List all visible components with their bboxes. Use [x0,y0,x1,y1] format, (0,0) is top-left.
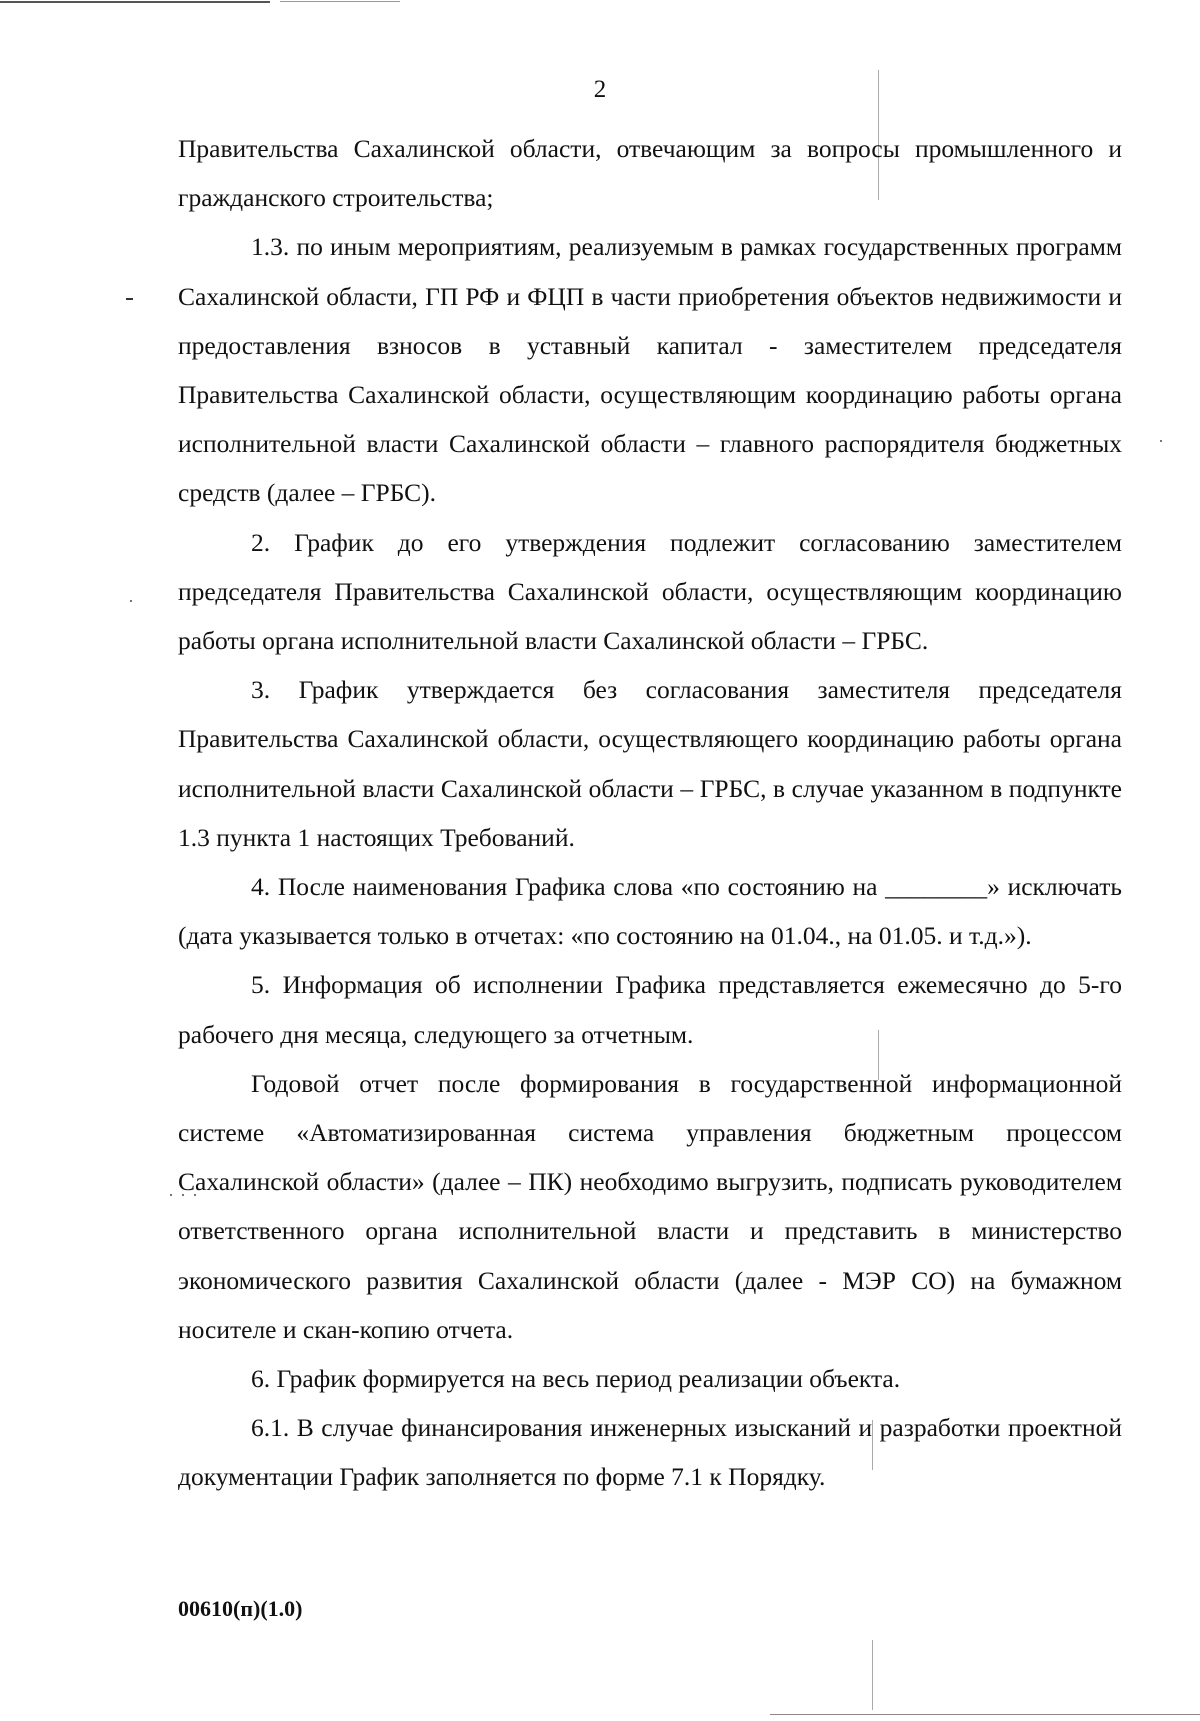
document-footer-code: 00610(п)(1.0) [178,1596,303,1621]
scan-speck [130,600,132,602]
document-body [178,124,1122,1502]
paragraph-2: 2. График до его утверждения подлежит согласованию заместителем председателя Правительства Сахалинской области, осуществляющим координацию работы органа исполнительной власти Сахалинской области – ГРБС. [178,527,1122,656]
page-number: 2 [593,76,607,103]
scan-speck [1160,440,1162,442]
scan-bottom-edge-line [770,1714,1200,1715]
paragraph-1-3: 1.3. по иным мероприятиям, реализуемым в рамках государственных программ Сахалинской области, ГП РФ и ФЦП в части приобретения объектов недвижимости и предоставления взносов в уставный капитал - заместителем председателя Правительства Сахалинской области, осуществляющим координацию работы органа исполнительной власти Сахалинской области – главного распорядителя бюджетных средств (далее – ГРБС). [178,232,1122,508]
paragraph-3: 3. График утверждается без согласования заместителя председателя Правительства Сахалинской области, осуществляющего координацию работы органа исполнительной власти Сахалинской области – ГРБС, в случае указанном в подпункте 1.3 пункта 1 настоящих Требований. [178,675,1122,852]
scan-speck [170,1194,172,1196]
scan-top-edge-line [0,1,270,3]
scan-artifact-vertical [872,1640,873,1710]
paragraph-6-1: 6.1. В случае финансирования инженерных изысканий и разработки проектной документации График заполняется по форме 7.1 к Порядку. [178,1413,1122,1492]
margin-dash-mark [126,298,133,300]
paragraph-6: 6. График формируется на весь период реализации объекта. [251,1364,901,1394]
paragraph-continuation: Правительства Сахалинской области, отвечающим за вопросы промышленного и гражданского строительства; [178,134,1122,213]
paragraph-5: 5. Информация об исполнении Графика представляется ежемесячно до 5-го рабочего дня месяца, следующего за отчетным. [178,970,1122,1049]
scan-top-edge-line-faint [280,1,400,2]
paragraph-4: 4. После наименования Графика слова «по состоянию на ________» исключать (дата указывается только в отчетах: «по состоянию на 01.04., на 01.05. и т.д.»). [178,872,1122,951]
paragraph-annual-report: Годовой отчет после формирования в государственной информационной системе «Автоматизированная система управления бюджетным процессом Сахалинской области» (далее – ПК) необходимо выгрузить, подписать руководителем ответственного органа исполнительной власти и представить в министерство экономического развития Сахалинской области (далее - МЭР СО) на бумажном носителе и скан-копию отчета. [178,1068,1122,1344]
